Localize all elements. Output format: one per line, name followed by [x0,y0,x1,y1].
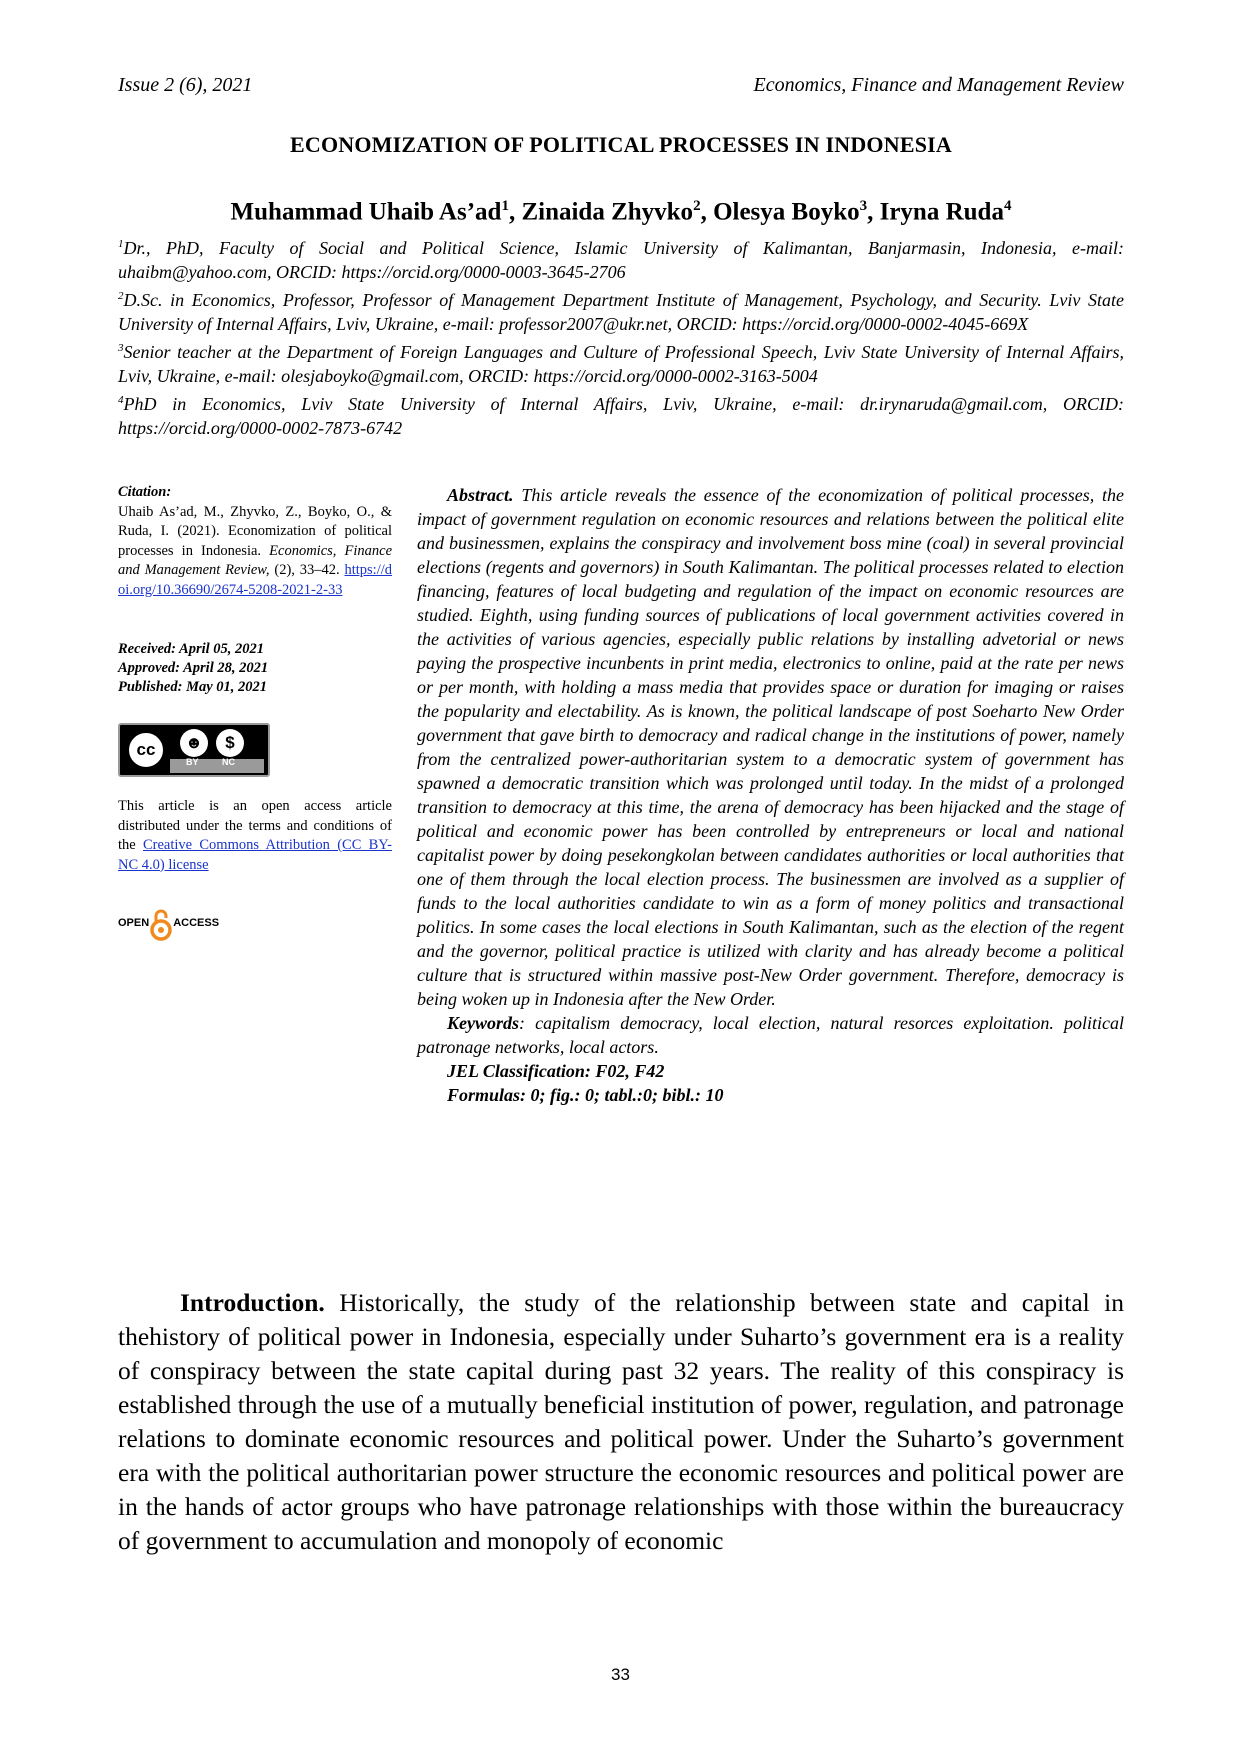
affiliation [118,284,1124,336]
by-label: BY [186,756,199,767]
affiliation-sup: 1 [118,238,124,250]
open-label: OPEN [118,917,150,930]
page-number: 33 [611,1665,630,1684]
author-name: Olesya Boyko [713,198,860,226]
received-date: Received: April 05, 2021 [118,641,265,657]
affiliation-text: Dr., PhD, Faculty of Social and Political Science, Islamic University of Kalimantan, Banjarmasin, Indonesia, e-mail: uhaibm@yahoo.com, ORCID: https://orcid.org/0000-0003-3645-2706 [118,238,1124,282]
affiliation [118,232,1124,284]
abstract-paragraph [417,483,1124,1011]
citation-body: Uhaib As’ad, M., Zhyvko, Z., Boyko, O., & Ruda, I. (2021). Economization of political processes in Indonesia. [118,503,392,559]
license-body: This article is an open access article distributed under the terms and conditions of the [118,798,392,853]
formulas-count: Formulas: 0; fig.: 0; tabl.:0; bibl.: 10 [447,1085,724,1105]
open-access-logo [118,907,392,941]
citation-journal: Economics, Finance and Management Review, [118,542,393,578]
sidebar [118,483,392,941]
cc-icon: cc [126,730,166,770]
license-link[interactable]: Creative Commons Attribution (CC BY-NC 4.0) license [118,837,393,873]
intro-label: Introduction. [180,1288,325,1317]
nc-label: NC [222,756,235,767]
keywords-text: : capitalism democracy, local election, natural resorces exploitation. political patronage networks, local actors. [417,1013,1124,1057]
issue-label: Issue 2 (6), 2021 [118,74,253,96]
citation-label: Citation: [118,484,172,500]
affiliations [118,232,1124,440]
citation-pages: (2), 33–42. [274,562,340,578]
abstract [417,483,1124,1107]
author-list: Muhammad Uhaib $As’ad^1$, Zinaida Zhyvko$^2$, Olesya Boyko$^3$, Iryna Ruda$^4$ [230,198,1012,226]
noncommercial-dollar-icon: $ [216,729,244,757]
journal-name: Economics, Finance and Management Review [753,74,1124,96]
article-title: ECONOMIZATION OF POLITICAL PROCESSES IN INDONESIA [290,132,952,157]
badge-band [170,759,264,773]
abstract-label: Abstract. [447,485,514,505]
keywords-paragraph [417,1011,1124,1059]
introduction [118,1286,1124,1558]
intro-text: Historically, the study of the relationship between state and capital in thehistory of political power in Indonesia, especially under Suharto’s government era is a reality of conspiracy between the state capital during past 32 years. The reality of this conspiracy is established through the use of a mutually beneficial institution of power, regulation, and patronage relations to dominate economic resources and political power. Under the Suharto’s government era with the political authoritarian power structure the economic resources and political power are in the hands of actor groups who have patronage relationships with those within the bureaucracy of government to accumulation and monopoly of economic [118,1288,1124,1555]
license-text [118,797,392,875]
abstract-text: This article reveals the essence of the economization of political processes, the impact of government regulation on economic resources and relations between the political elite and businessmen, explains the conspiracy and involvement boss mine (coal) in several provincial elections (regents and governors) in South Kalimantan. The political processes related to election financing, features of local budgeting and regulation of the impact on economic resources are studied. Eighth, using funding sources of publications of local government activities covered in the activities of various agencies, especially public relations by installing advetorial or news paying the prospective incunbents in print media, electronics to online, paid at the rate per news or per month, with holding a mass media that provides space or duration for imaging or raises the popularity and electability. As is known, the political landscape of post Soeharto New Order government that gave birth to democracy and radical change in the institutions of power, namely from the centralized power-authoritarian system to a democratic system of government has spawned a democratic transition which was prolonged until today. In the midst of a prolonged transition to democracy at this time, the arena of democracy has been hijacked and the stage of political and economic power has been controlled by entrepreneurs or local and national capitalist power by doing pesekongkolan between candidates authorities or local authorities that one of them through the local election process. The businessmen are involved as a supplier of funds to the local authorities candidate to win as a form of money politics and transactional politics. In some cases the local elections in South Kalimantan, such as the election of the regent and the governor, political practice is utilized with clarity and has already become a political culture that is structured within massive post-New Order government. Therefore, democracy is being woken up in Indonesia after the New Order. [417,485,1125,1009]
affiliation-text: D.Sc. in Economics, Professor, Professor of Management Department Institute of Management, Psychology, and Security. Lviv State University of Internal Affairs, Lviv, Ukraine, e-mail: professor2007@ukr.net, ORCID: https://orcid.org/0000-0002-4045-669X [118,290,1124,334]
affiliation-text: Senior teacher at the Department of Foreign Languages and Culture of Professional Speech, Lviv State University of Internal Affairs, Lviv, Ukraine, e-mail: olesjaboyko@gmail.com, ORCID: https://orcid.org/0000-0002-3163-5004 [118,342,1124,386]
author-sup: 4 [1003,198,1012,214]
author-name: Muhammad Uhaib As’ad [230,198,502,226]
author-name: Iryna Ruda [879,198,1004,226]
affiliation-sup: 3 [118,342,124,354]
cc-license-badge[interactable] [118,723,270,777]
approved-date: Approved: April 28, 2021 [118,660,269,676]
article-dates [118,640,392,697]
author-sup: 3 [859,198,868,214]
running-header [118,74,1124,97]
jel-classification: JEL Classification: F02, F42 [447,1061,665,1081]
affiliation [118,388,1124,440]
doi-link[interactable]: https://doi.org/10.36690/2674-5208-2021-2-33 [118,562,393,598]
attribution-person-icon: ☻ [180,729,208,757]
intro-paragraph [118,1286,1124,1558]
citation-text [118,503,392,601]
access-label: ACCESS [173,917,220,930]
affiliation-sup: 4 [118,394,124,406]
affiliation-sup: 2 [118,290,124,302]
affiliation [118,336,1124,388]
author-name: Zinaida Zhyvko [521,198,694,226]
author-sup: 2 [693,198,701,214]
open-lock-icon [150,907,172,941]
published-date: Published: May 01, 2021 [118,679,268,695]
keywords-label: Keywords [447,1013,519,1033]
affiliation-text: PhD in Economics, Lviv State University of Internal Affairs, Lviv, Ukraine, e-mail: dr.irynaruda@gmail.com, ORCID: https://orcid.org/0000-0002-7873-6742 [118,394,1124,438]
author-sup: 1 [501,198,509,214]
